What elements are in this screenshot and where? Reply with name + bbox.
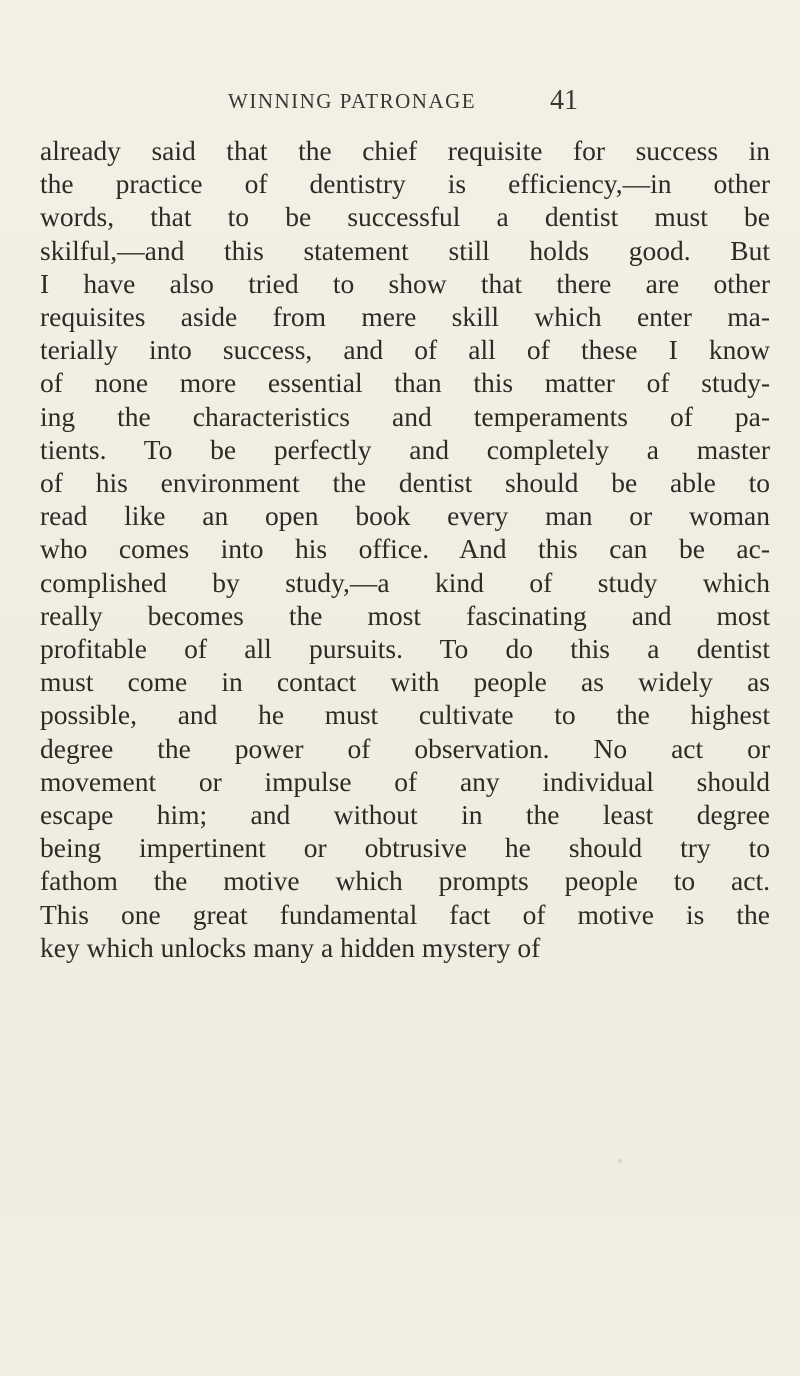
text-line: who comes into his office. And this can be ac- [40,533,770,565]
text-line: of none more essential than this matter of study- [40,367,770,399]
text-line: possible, and he must cultivate to the highest [40,699,770,731]
text-line: words, that to be successful a dentist must be [40,201,770,233]
text-line: skilful,—and this statement still holds good. But [40,234,770,266]
text-line: requisites aside from mere skill which enter ma- [40,301,770,333]
text-line: fathom the motive which prompts people to act. [40,865,770,897]
text-line: being impertinent or obtrusive he should try to [40,832,770,864]
text-line: complished by study,—a kind of study which [40,566,770,598]
text-line: really becomes the most fascinating and most [40,599,770,631]
running-title: WINNING PATRONAGE [228,89,477,113]
text-line: key which unlocks many a hidden mystery of [40,931,541,963]
running-head [0,85,800,128]
text-line: movement or impulse of any individual should [40,765,770,797]
text-line: degree the power of observation. No act or [40,732,770,764]
text-line: tients. To be perfectly and completely a master [40,433,770,465]
text-line: This one great fundamental fact of motive is the [40,898,770,930]
page-number: 41 [550,85,578,116]
text-line: must come in contact with people as widely as [40,666,770,698]
text-line: profitable of all pursuits. To do this a dentist [40,633,770,665]
text-line: of his environment the dentist should be able to [40,467,770,499]
paper-speck [618,1159,622,1163]
text-line: read like an open book every man or woman [40,500,770,532]
text-line: escape him; and without in the least degree [40,799,770,831]
text-line: terially into success, and of all of these I know [40,334,770,366]
text-line: the practice of dentistry is efficiency,—in other [40,168,770,200]
text-line: ing the characteristics and temperaments of pa- [40,400,770,432]
text-line: already said that the chief requisite for success in [40,135,770,166]
text-line: I have also tried to show that there are other [40,267,770,299]
body-text [40,134,770,964]
